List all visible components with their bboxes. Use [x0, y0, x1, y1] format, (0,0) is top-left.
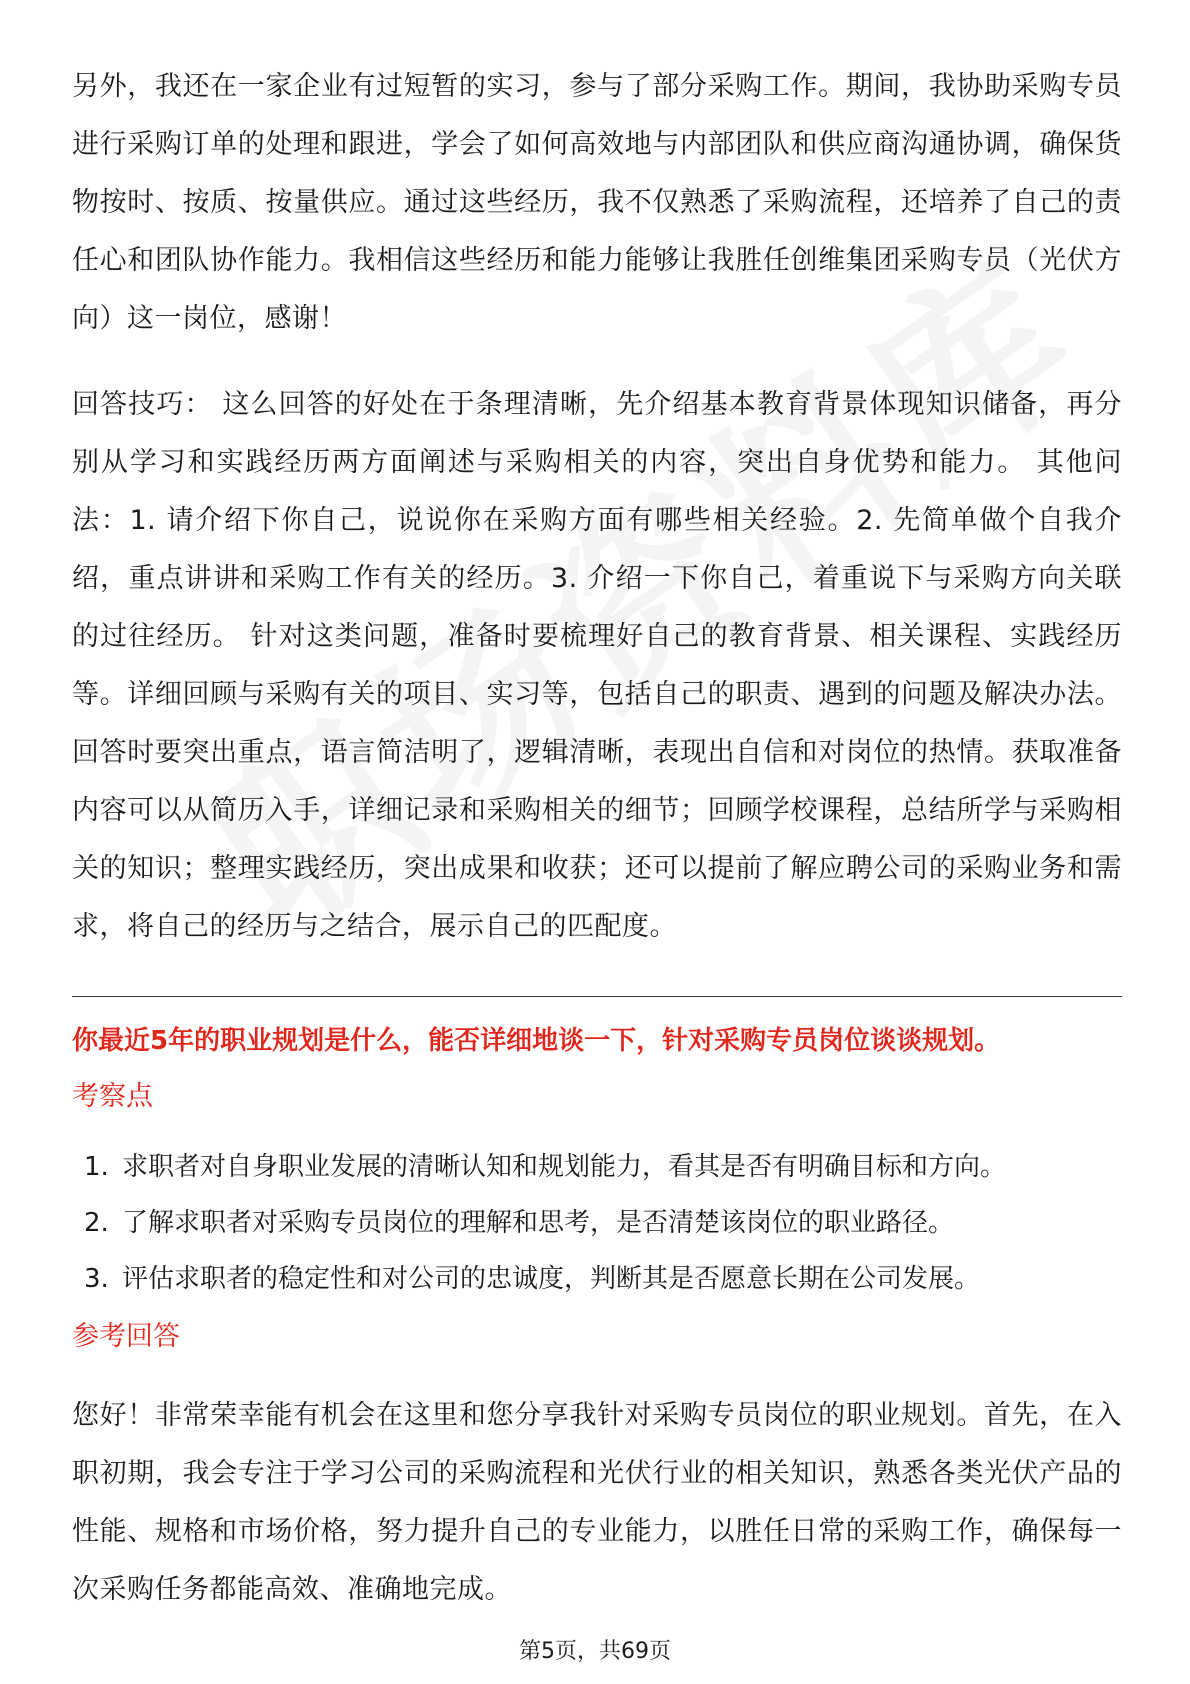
examination-list [72, 1139, 1122, 1307]
examination-title: 考察点 [72, 1081, 153, 1112]
list-item-text: 求职者对自身职业发展的清晰认知和规划能力，看其是否有明确目标和方向。 [122, 1152, 1007, 1182]
answer-title: 参考回答 [72, 1321, 180, 1352]
question-heading: 你最近5年的职业规划是什么，能否详细地谈一下，针对采购专员岗位谈谈规划。 [72, 1026, 1001, 1056]
list-item-text: 了解求职者对采购专员岗位的理解和思考，是否清楚该岗位的职业路径。 [122, 1208, 955, 1238]
tips-paragraph: 回答技巧： 这么回答的好处在于条理清晰，先介绍基本教育背景体现知识储备，再分别从学习和实践经历两方面阐述与采购相关的内容，突出自身优势和能力。 其他问法：1. 请介绍下你自己，说说你在采购方面有哪些相关经验。2. 先简单做个自我介绍，重点讲讲和采购工作有关的经历。3. 介绍一下你自己，着重说下与采购方向关联的过往经历。 针对这类问题，准备时要梳理好自己的教育背景、相关课程、实践经历等。详细回顾与采购有关的项目、实习等，包括自己的职责、遇到的问题及解决办法。回答时要突出重点，语言简洁明了，逻辑清晰，表现出自信和对岗位的热情。获取准备内容可以从简历入手，详细记录和采购相关的细节；回顾学校课程，总结所学与采购相关的知识；整理实践经历，突出成果和收获；还可以提前了解应聘公司的采购业务和需求，将自己的经历与之结合，展示自己的匹配度。 [72, 389, 1122, 942]
list-item [72, 1251, 1122, 1307]
answer-paragraph: 您好！非常荣幸能有机会在这里和您分享我针对采购专员岗位的职业规划。首先，在入职初期，我会专注于学习公司的采购流程和光伏行业的相关知识，熟悉各类光伏产品的性能、规格和市场价格，努力提升自己的专业能力，以胜任日常的采购工作，确保每一次采购任务都能高效、准确地完成。 [72, 1400, 1122, 1605]
list-item-number: 3. [84, 1264, 109, 1294]
list-item [72, 1139, 1122, 1195]
list-item-text: 评估求职者的稳定性和对公司的忠诚度，判断其是否愿意长期在公司发展。 [122, 1264, 981, 1294]
experience-paragraph: 另外，我还在一家企业有过短暂的实习，参与了部分采购工作。期间，我协助采购专员进行采购订单的处理和跟进，学会了如何高效地与内部团队和供应商沟通协调，确保货物按时、按质、按量供应。通过这些经历，我不仅熟悉了采购流程，还培养了自己的责任心和团队协作能力。我相信这些经历和能力能够让我胜任创维集团采购专员（光伏方向）这一岗位，感谢！ [72, 71, 1122, 334]
page-number: 第5页，共69页 [519, 1639, 671, 1664]
list-item [72, 1195, 1122, 1251]
section-divider [72, 996, 1122, 997]
list-item-number: 2. [84, 1208, 109, 1238]
document-body [72, 58, 1122, 1619]
list-item-number: 1. [84, 1152, 109, 1182]
